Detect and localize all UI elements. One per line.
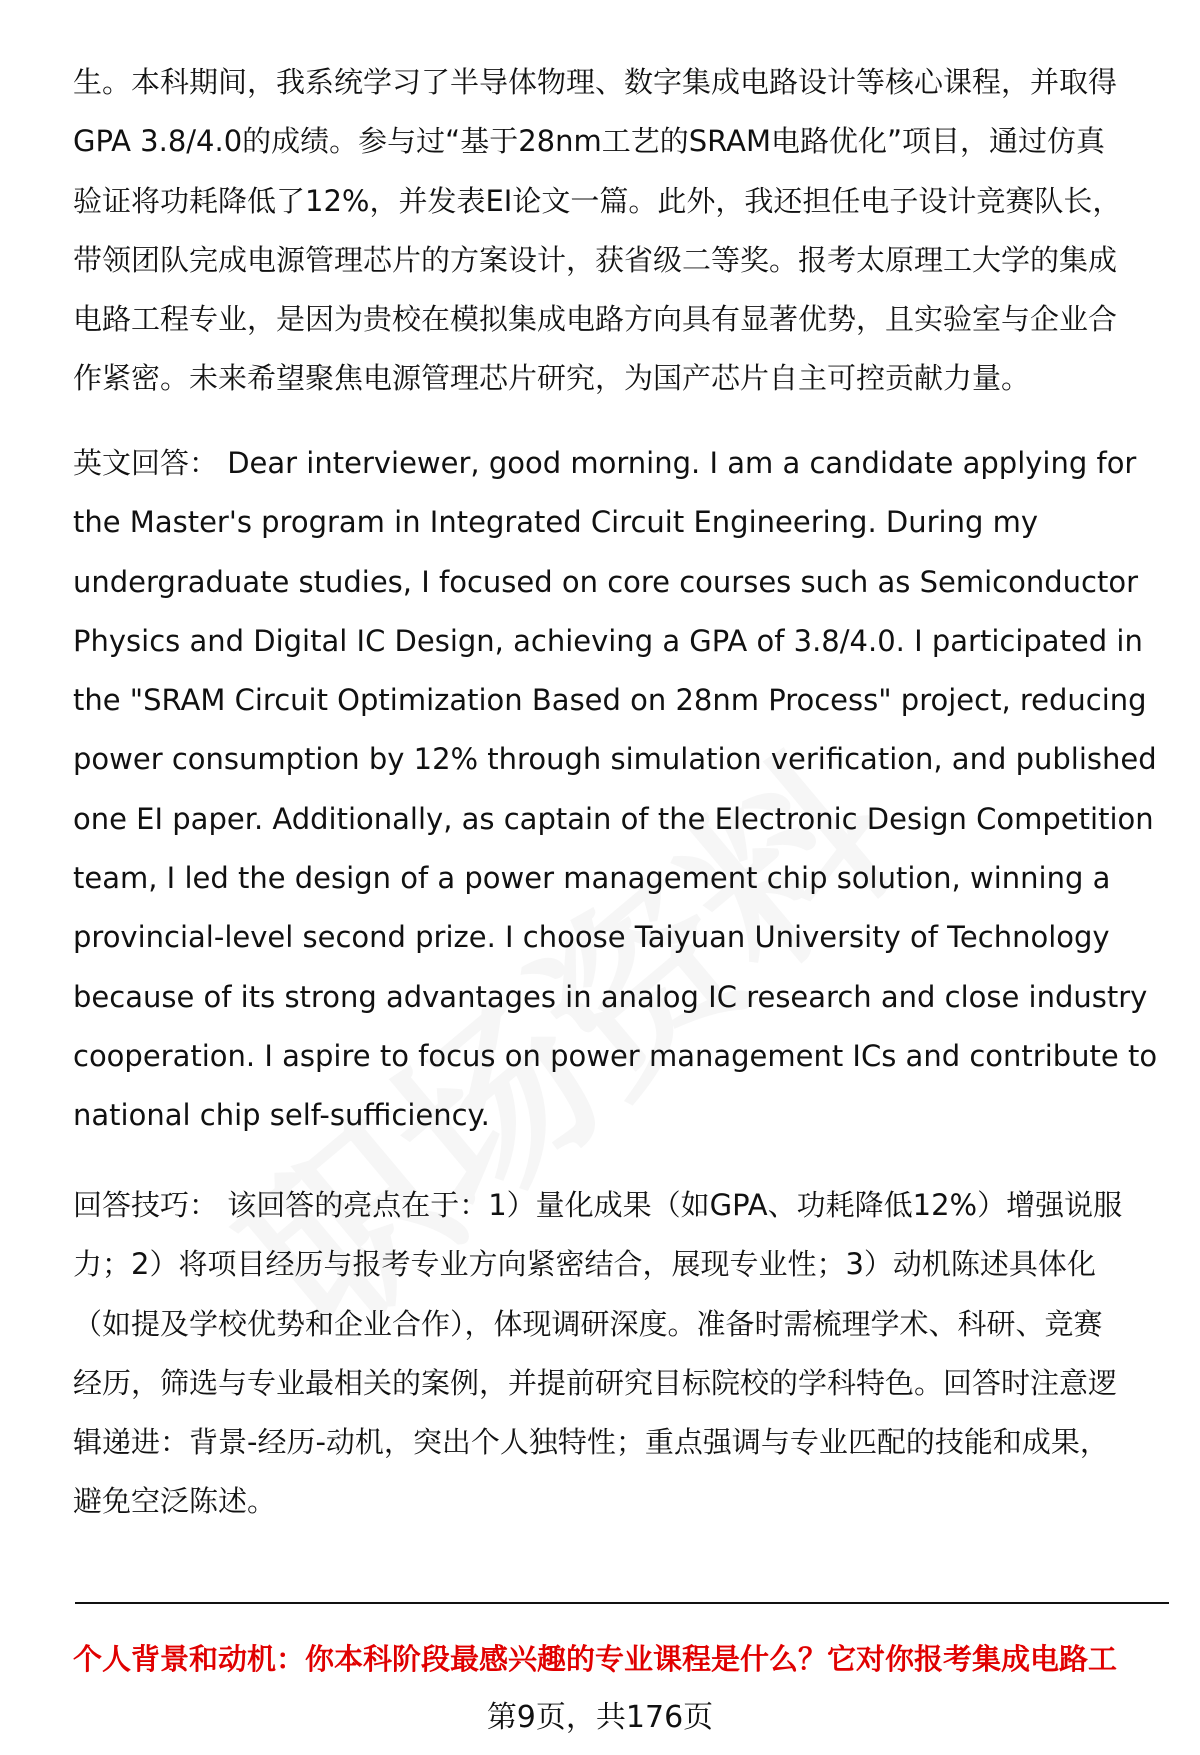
section-divider	[75, 1602, 1169, 1604]
text-line: provincial-level second prize. I choose Taiyuan University of Technology	[73, 920, 1110, 955]
text-line: the "SRAM Circuit Optimization Based on 28nm Process" project, reducing	[73, 683, 1147, 718]
text-line: undergraduate studies, I focused on core courses such as Semiconductor	[73, 564, 1139, 599]
text-line: （如提及学校优势和企业合作），体现调研深度。准备时需梳理学术、科研、竞赛	[73, 1306, 1103, 1341]
text-line: 带领团队完成电源管理芯片的方案设计，获省级二等奖。报考太原理工大学的集成	[73, 242, 1118, 277]
text-line: one EI paper. Additionally, as captain of the Electronic Design Competition	[73, 801, 1154, 836]
page-number: 第9页，共176页	[486, 1700, 714, 1735]
text-line: because of its strong advantages in analog IC research and close industry	[73, 979, 1148, 1014]
text-line: the Master's program in Integrated Circuit Engineering. During my	[73, 505, 1039, 540]
text-line: 回答技巧： 该回答的亮点在于：1）量化成果（如GPA、功耗降低12%）增强说服	[73, 1188, 1123, 1222]
text-line: Physics and Digital IC Design, achieving a GPA of 3.8/4.0. I participated in	[73, 623, 1143, 658]
text-line: power consumption by 12% through simulation verification, and published	[73, 742, 1157, 777]
text-line: 英文回答： Dear interviewer, good morning. I am a candidate applying for	[73, 446, 1137, 480]
chinese-answer-paragraph	[73, 53, 1163, 409]
text-line: 生。本科期间，我系统学习了半导体物理、数字集成电路设计等核心课程，并取得	[73, 65, 1118, 99]
text-line: 避免空泛陈述。	[73, 1484, 277, 1519]
text-line: 辑递进：背景-经历-动机，突出个人独特性；重点强调与专业匹配的技能和成果，	[73, 1425, 1109, 1460]
text-line: 电路工程专业，是因为贵校在模拟集成电路方向具有显著优势，且实验室与企业合	[73, 302, 1118, 337]
next-question-title: 个人背景和动机：你本科阶段最感兴趣的专业课程是什么？它对你报考集成电路工	[73, 1642, 1118, 1676]
text-line: national chip self-sufficiency.	[73, 1098, 490, 1133]
english-answer-paragraph	[73, 434, 1163, 1146]
text-line: 经历，筛选与专业最相关的案例，并提前研究目标院校的学科特色。回答时注意逻	[73, 1365, 1118, 1400]
text-line: 作紧密。未来希望聚焦电源管理芯片研究，为国产芯片自主可控贡献力量。	[73, 361, 1031, 396]
text-line: cooperation. I aspire to focus on power management ICs and contribute to	[73, 1038, 1158, 1073]
text-line: 力；2）将项目经历与报考专业方向紧密结合，展现专业性；3）动机陈述具体化	[73, 1247, 1096, 1282]
answer-tips-paragraph	[73, 1176, 1163, 1532]
text-line: GPA 3.8/4.0的成绩。参与过“基于28nm工艺的SRAM电路优化”项目，通过仿真	[73, 124, 1105, 159]
text-line: 验证将功耗降低了12%，并发表EI论文一篇。此外，我还担任电子设计竞赛队长，	[73, 183, 1122, 218]
text-line: team, I led the design of a power management chip solution, winning a	[73, 861, 1111, 896]
